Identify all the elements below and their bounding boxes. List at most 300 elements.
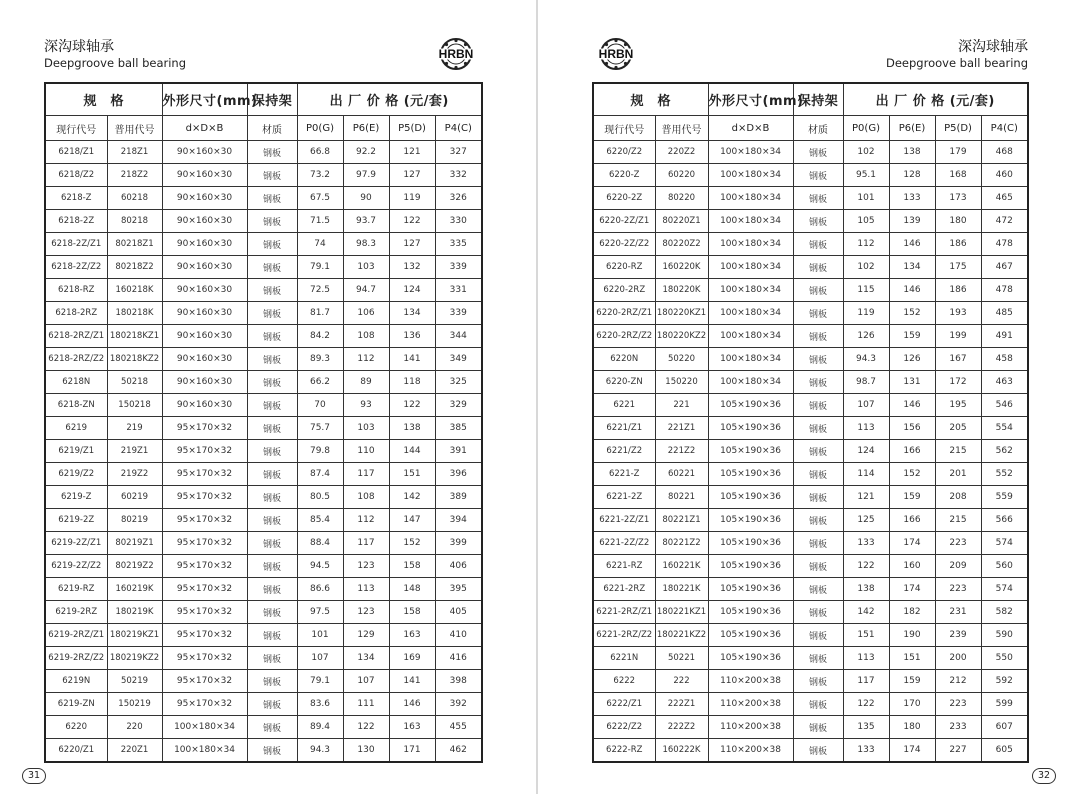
common-code-cell: 150218 <box>107 394 162 417</box>
table-row <box>45 716 482 739</box>
common-code-cell: 80219 <box>107 509 162 532</box>
common-code-cell: 160222K <box>655 739 708 763</box>
p0-price-cell: 94.3 <box>843 348 889 371</box>
material-cell: 钢板 <box>247 624 297 647</box>
p4-price-cell: 329 <box>435 394 482 417</box>
table-row <box>593 256 1028 279</box>
size-cell: 90×160×30 <box>162 233 247 256</box>
table-row <box>45 164 482 187</box>
size-cell: 110×200×38 <box>708 739 793 763</box>
p4-price-cell: 590 <box>981 624 1028 647</box>
p0-price-cell: 117 <box>843 670 889 693</box>
size-cell: 105×190×36 <box>708 555 793 578</box>
p0-price-cell: 101 <box>297 624 343 647</box>
p6-price-cell: 110 <box>343 440 389 463</box>
p4-price-cell: 468 <box>981 141 1028 164</box>
col-p6: P6(E) <box>889 116 935 141</box>
current-code-cell: 6221-2RZ/Z2 <box>593 624 655 647</box>
size-cell: 100×180×34 <box>708 302 793 325</box>
p6-price-cell: 130 <box>343 739 389 763</box>
p6-price-cell: 139 <box>889 210 935 233</box>
table-row <box>45 670 482 693</box>
common-code-cell: 219 <box>107 417 162 440</box>
p4-price-cell: 455 <box>435 716 482 739</box>
p6-price-cell: 108 <box>343 325 389 348</box>
material-cell: 钢板 <box>247 325 297 348</box>
table-row <box>593 417 1028 440</box>
table-row <box>593 233 1028 256</box>
material-cell: 钢板 <box>793 601 843 624</box>
material-cell: 钢板 <box>793 256 843 279</box>
current-code-cell: 6219-2Z/Z1 <box>45 532 107 555</box>
size-cell: 95×170×32 <box>162 417 247 440</box>
p6-price-cell: 146 <box>889 233 935 256</box>
p5-price-cell: 227 <box>935 739 981 763</box>
common-code-cell: 150220 <box>655 371 708 394</box>
p6-price-cell: 93 <box>343 394 389 417</box>
p5-price-cell: 138 <box>389 417 435 440</box>
p0-price-cell: 124 <box>843 440 889 463</box>
p0-price-cell: 105 <box>843 210 889 233</box>
col-current-code: 现行代号 <box>45 116 107 141</box>
material-cell: 钢板 <box>793 647 843 670</box>
size-cell: 90×160×30 <box>162 210 247 233</box>
table-row <box>593 601 1028 624</box>
table-row <box>45 348 482 371</box>
p6-price-cell: 107 <box>343 670 389 693</box>
table-row <box>593 624 1028 647</box>
table-row <box>45 601 482 624</box>
current-code-cell: 6218/Z2 <box>45 164 107 187</box>
p4-price-cell: 330 <box>435 210 482 233</box>
p6-price-cell: 159 <box>889 670 935 693</box>
p4-price-cell: 410 <box>435 624 482 647</box>
current-code-cell: 6219-2RZ/Z1 <box>45 624 107 647</box>
p4-price-cell: 398 <box>435 670 482 693</box>
table-row <box>45 187 482 210</box>
current-code-cell: 6219/Z2 <box>45 463 107 486</box>
p5-price-cell: 121 <box>389 141 435 164</box>
size-cell: 90×160×30 <box>162 279 247 302</box>
table-row <box>593 348 1028 371</box>
table-row <box>45 279 482 302</box>
material-cell: 钢板 <box>793 233 843 256</box>
current-code-cell: 6221-2RZ/Z1 <box>593 601 655 624</box>
p6-price-cell: 103 <box>343 256 389 279</box>
p0-price-cell: 81.7 <box>297 302 343 325</box>
p6-price-cell: 126 <box>889 348 935 371</box>
material-cell: 钢板 <box>247 578 297 601</box>
p5-price-cell: 148 <box>389 578 435 601</box>
current-code-cell: 6220 <box>45 716 107 739</box>
p6-price-cell: 180 <box>889 716 935 739</box>
p4-price-cell: 467 <box>981 256 1028 279</box>
p6-price-cell: 182 <box>889 601 935 624</box>
p6-price-cell: 128 <box>889 164 935 187</box>
p5-price-cell: 122 <box>389 210 435 233</box>
p0-price-cell: 79.1 <box>297 256 343 279</box>
table-row <box>45 210 482 233</box>
p6-price-cell: 152 <box>889 463 935 486</box>
table-row <box>593 187 1028 210</box>
p4-price-cell: 478 <box>981 233 1028 256</box>
p5-price-cell: 212 <box>935 670 981 693</box>
p0-price-cell: 95.1 <box>843 164 889 187</box>
col-p0: P0(G) <box>297 116 343 141</box>
p0-price-cell: 70 <box>297 394 343 417</box>
material-cell: 钢板 <box>793 693 843 716</box>
p5-price-cell: 223 <box>935 693 981 716</box>
size-cell: 90×160×30 <box>162 302 247 325</box>
common-code-cell: 80221 <box>655 486 708 509</box>
p6-price-cell: 152 <box>889 302 935 325</box>
p4-price-cell: 416 <box>435 647 482 670</box>
table-row <box>45 463 482 486</box>
p0-price-cell: 122 <box>843 693 889 716</box>
p0-price-cell: 112 <box>843 233 889 256</box>
size-cell: 95×170×32 <box>162 532 247 555</box>
p4-price-cell: 478 <box>981 279 1028 302</box>
current-code-cell: 6218-Z <box>45 187 107 210</box>
size-cell: 105×190×36 <box>708 624 793 647</box>
common-code-cell: 80219Z1 <box>107 532 162 555</box>
header-cage: 保持架 <box>793 83 843 116</box>
p5-price-cell: 173 <box>935 187 981 210</box>
material-cell: 钢板 <box>793 210 843 233</box>
size-cell: 100×180×34 <box>708 187 793 210</box>
p5-price-cell: 205 <box>935 417 981 440</box>
p5-price-cell: 124 <box>389 279 435 302</box>
p4-price-cell: 607 <box>981 716 1028 739</box>
p5-price-cell: 158 <box>389 555 435 578</box>
size-cell: 95×170×32 <box>162 463 247 486</box>
material-cell: 钢板 <box>793 348 843 371</box>
size-cell: 105×190×36 <box>708 601 793 624</box>
material-cell: 钢板 <box>793 302 843 325</box>
p6-price-cell: 112 <box>343 348 389 371</box>
common-code-cell: 222Z1 <box>655 693 708 716</box>
material-cell: 钢板 <box>247 210 297 233</box>
p5-price-cell: 122 <box>389 394 435 417</box>
page-title-cn: 深沟球轴承 <box>44 39 114 55</box>
current-code-cell: 6222/Z2 <box>593 716 655 739</box>
table-row <box>45 325 482 348</box>
size-cell: 90×160×30 <box>162 325 247 348</box>
p0-price-cell: 102 <box>843 141 889 164</box>
p5-price-cell: 168 <box>935 164 981 187</box>
size-cell: 90×160×30 <box>162 187 247 210</box>
p6-price-cell: 174 <box>889 578 935 601</box>
p5-price-cell: 186 <box>935 279 981 302</box>
p5-price-cell: 163 <box>389 716 435 739</box>
current-code-cell: 6219-2Z/Z2 <box>45 555 107 578</box>
p5-price-cell: 195 <box>935 394 981 417</box>
current-code-cell: 6218-2Z/Z2 <box>45 256 107 279</box>
table-row <box>45 256 482 279</box>
p0-price-cell: 107 <box>297 647 343 670</box>
common-code-cell: 222 <box>655 670 708 693</box>
p4-price-cell: 395 <box>435 578 482 601</box>
table-row <box>593 739 1028 763</box>
p6-price-cell: 133 <box>889 187 935 210</box>
material-cell: 钢板 <box>247 141 297 164</box>
p0-price-cell: 88.4 <box>297 532 343 555</box>
material-cell: 钢板 <box>793 394 843 417</box>
size-cell: 100×180×34 <box>708 210 793 233</box>
p4-price-cell: 485 <box>981 302 1028 325</box>
current-code-cell: 6219-2RZ <box>45 601 107 624</box>
p5-price-cell: 141 <box>389 348 435 371</box>
p4-price-cell: 391 <box>435 440 482 463</box>
material-cell: 钢板 <box>247 463 297 486</box>
p6-price-cell: 159 <box>889 325 935 348</box>
p0-price-cell: 126 <box>843 325 889 348</box>
table-row <box>45 302 482 325</box>
p4-price-cell: 559 <box>981 486 1028 509</box>
common-code-cell: 180221KZ1 <box>655 601 708 624</box>
p4-price-cell: 465 <box>981 187 1028 210</box>
p0-price-cell: 138 <box>843 578 889 601</box>
current-code-cell: 6221-2Z <box>593 486 655 509</box>
size-cell: 95×170×32 <box>162 670 247 693</box>
page-title-en: Deepgroove ball bearing <box>44 56 187 70</box>
current-code-cell: 6218-ZN <box>45 394 107 417</box>
material-cell: 钢板 <box>793 624 843 647</box>
p0-price-cell: 75.7 <box>297 417 343 440</box>
logo-text: HRBN <box>438 47 474 61</box>
p0-price-cell: 133 <box>843 739 889 763</box>
p5-price-cell: 172 <box>935 371 981 394</box>
p6-price-cell: 113 <box>343 578 389 601</box>
p0-price-cell: 98.7 <box>843 371 889 394</box>
p5-price-cell: 127 <box>389 164 435 187</box>
current-code-cell: 6219-RZ <box>45 578 107 601</box>
size-cell: 95×170×32 <box>162 624 247 647</box>
col-size: d×D×B <box>708 116 793 141</box>
p0-price-cell: 71.5 <box>297 210 343 233</box>
current-code-cell: 6220-Z <box>593 164 655 187</box>
p6-price-cell: 174 <box>889 739 935 763</box>
col-p5: P5(D) <box>389 116 435 141</box>
common-code-cell: 80220Z1 <box>655 210 708 233</box>
table-row <box>593 141 1028 164</box>
size-cell: 100×180×34 <box>708 371 793 394</box>
current-code-cell: 6221/Z1 <box>593 417 655 440</box>
size-cell: 100×180×34 <box>162 739 247 763</box>
p4-price-cell: 405 <box>435 601 482 624</box>
table-row <box>45 141 482 164</box>
p4-price-cell: 339 <box>435 256 482 279</box>
p4-price-cell: 394 <box>435 509 482 532</box>
material-cell: 钢板 <box>247 394 297 417</box>
common-code-cell: 50219 <box>107 670 162 693</box>
p4-price-cell: 582 <box>981 601 1028 624</box>
p5-price-cell: 233 <box>935 716 981 739</box>
p4-price-cell: 331 <box>435 279 482 302</box>
material-cell: 钢板 <box>793 141 843 164</box>
common-code-cell: 50218 <box>107 371 162 394</box>
current-code-cell: 6218-2RZ/Z1 <box>45 325 107 348</box>
common-code-cell: 180219K <box>107 601 162 624</box>
table-row <box>45 394 482 417</box>
p5-price-cell: 223 <box>935 532 981 555</box>
p5-price-cell: 171 <box>389 739 435 763</box>
size-cell: 90×160×30 <box>162 348 247 371</box>
common-code-cell: 80220Z2 <box>655 233 708 256</box>
current-code-cell: 6218-2Z/Z1 <box>45 233 107 256</box>
p0-price-cell: 94.3 <box>297 739 343 763</box>
table-row <box>593 325 1028 348</box>
material-cell: 钢板 <box>247 739 297 763</box>
p6-price-cell: 89 <box>343 371 389 394</box>
p4-price-cell: 491 <box>981 325 1028 348</box>
p5-price-cell: 193 <box>935 302 981 325</box>
page-right <box>538 0 1074 794</box>
material-cell: 钢板 <box>247 302 297 325</box>
p4-price-cell: 472 <box>981 210 1028 233</box>
p6-price-cell: 174 <box>889 532 935 555</box>
table-row <box>593 210 1028 233</box>
p5-price-cell: 141 <box>389 670 435 693</box>
material-cell: 钢板 <box>247 716 297 739</box>
size-cell: 105×190×36 <box>708 394 793 417</box>
size-cell: 90×160×30 <box>162 371 247 394</box>
table-row <box>593 670 1028 693</box>
p0-price-cell: 89.4 <box>297 716 343 739</box>
current-code-cell: 6221N <box>593 647 655 670</box>
common-code-cell: 222Z2 <box>655 716 708 739</box>
size-cell: 105×190×36 <box>708 578 793 601</box>
p4-price-cell: 550 <box>981 647 1028 670</box>
size-cell: 110×200×38 <box>708 716 793 739</box>
size-cell: 95×170×32 <box>162 601 247 624</box>
p5-price-cell: 209 <box>935 555 981 578</box>
common-code-cell: 180220KZ2 <box>655 325 708 348</box>
material-cell: 钢板 <box>793 463 843 486</box>
p5-price-cell: 223 <box>935 578 981 601</box>
p5-price-cell: 175 <box>935 256 981 279</box>
p0-price-cell: 101 <box>843 187 889 210</box>
p4-price-cell: 458 <box>981 348 1028 371</box>
p6-price-cell: 190 <box>889 624 935 647</box>
common-code-cell: 50220 <box>655 348 708 371</box>
material-cell: 钢板 <box>247 256 297 279</box>
current-code-cell: 6219-Z <box>45 486 107 509</box>
current-code-cell: 6220/Z2 <box>593 141 655 164</box>
common-code-cell: 80221Z1 <box>655 509 708 532</box>
p0-price-cell: 79.1 <box>297 670 343 693</box>
logo-text: HRBN <box>598 47 634 61</box>
col-p0: P0(G) <box>843 116 889 141</box>
p6-price-cell: 166 <box>889 509 935 532</box>
size-cell: 100×180×34 <box>162 716 247 739</box>
current-code-cell: 6222/Z1 <box>593 693 655 716</box>
p6-price-cell: 166 <box>889 440 935 463</box>
current-code-cell: 6219/Z1 <box>45 440 107 463</box>
page-number: 31 <box>22 768 46 784</box>
material-cell: 钢板 <box>247 509 297 532</box>
table-row <box>593 486 1028 509</box>
p4-price-cell: 592 <box>981 670 1028 693</box>
p4-price-cell: 574 <box>981 578 1028 601</box>
current-code-cell: 6219-2Z <box>45 509 107 532</box>
material-cell: 钢板 <box>793 486 843 509</box>
p0-price-cell: 85.4 <box>297 509 343 532</box>
p6-price-cell: 112 <box>343 509 389 532</box>
p4-price-cell: 399 <box>435 532 482 555</box>
p0-price-cell: 133 <box>843 532 889 555</box>
p5-price-cell: 167 <box>935 348 981 371</box>
header-dimensions: 外形尺寸(mm) <box>162 83 247 116</box>
p5-price-cell: 215 <box>935 509 981 532</box>
col-p6: P6(E) <box>343 116 389 141</box>
current-code-cell: 6221-2Z/Z2 <box>593 532 655 555</box>
material-cell: 钢板 <box>793 716 843 739</box>
header-cage: 保持架 <box>247 83 297 116</box>
p0-price-cell: 74 <box>297 233 343 256</box>
p6-price-cell: 159 <box>889 486 935 509</box>
p5-price-cell: 151 <box>389 463 435 486</box>
p4-price-cell: 460 <box>981 164 1028 187</box>
col-common-code: 普用代号 <box>655 116 708 141</box>
common-code-cell: 219Z1 <box>107 440 162 463</box>
p6-price-cell: 146 <box>889 394 935 417</box>
material-cell: 钢板 <box>793 670 843 693</box>
common-code-cell: 218Z1 <box>107 141 162 164</box>
material-cell: 钢板 <box>247 693 297 716</box>
p4-price-cell: 406 <box>435 555 482 578</box>
col-p4: P4(C) <box>981 116 1028 141</box>
table-row <box>593 302 1028 325</box>
material-cell: 钢板 <box>793 417 843 440</box>
material-cell: 钢板 <box>247 371 297 394</box>
page-title-en: Deepgroove ball bearing <box>885 56 1028 70</box>
table-row <box>593 371 1028 394</box>
material-cell: 钢板 <box>247 601 297 624</box>
p0-price-cell: 87.4 <box>297 463 343 486</box>
p5-price-cell: 127 <box>389 233 435 256</box>
current-code-cell: 6220/Z1 <box>45 739 107 763</box>
col-p5: P5(D) <box>935 116 981 141</box>
size-cell: 105×190×36 <box>708 532 793 555</box>
material-cell: 钢板 <box>247 670 297 693</box>
p0-price-cell: 102 <box>843 256 889 279</box>
p4-price-cell: 389 <box>435 486 482 509</box>
p6-price-cell: 156 <box>889 417 935 440</box>
table-row <box>593 716 1028 739</box>
p4-price-cell: 554 <box>981 417 1028 440</box>
material-cell: 钢板 <box>247 555 297 578</box>
common-code-cell: 221 <box>655 394 708 417</box>
table-row <box>593 440 1028 463</box>
page-title-cn: 深沟球轴承 <box>958 39 1028 55</box>
current-code-cell: 6218-RZ <box>45 279 107 302</box>
table-row <box>45 532 482 555</box>
size-cell: 105×190×36 <box>708 417 793 440</box>
p6-price-cell: 131 <box>889 371 935 394</box>
p6-price-cell: 151 <box>889 647 935 670</box>
p0-price-cell: 84.2 <box>297 325 343 348</box>
common-code-cell: 180221KZ2 <box>655 624 708 647</box>
current-code-cell: 6221-RZ <box>593 555 655 578</box>
p5-price-cell: 215 <box>935 440 981 463</box>
header-price: 出 厂 价 格 (元/套) <box>297 83 482 116</box>
material-cell: 钢板 <box>247 233 297 256</box>
p6-price-cell: 117 <box>343 532 389 555</box>
p6-price-cell: 106 <box>343 302 389 325</box>
p5-price-cell: 200 <box>935 647 981 670</box>
p6-price-cell: 117 <box>343 463 389 486</box>
